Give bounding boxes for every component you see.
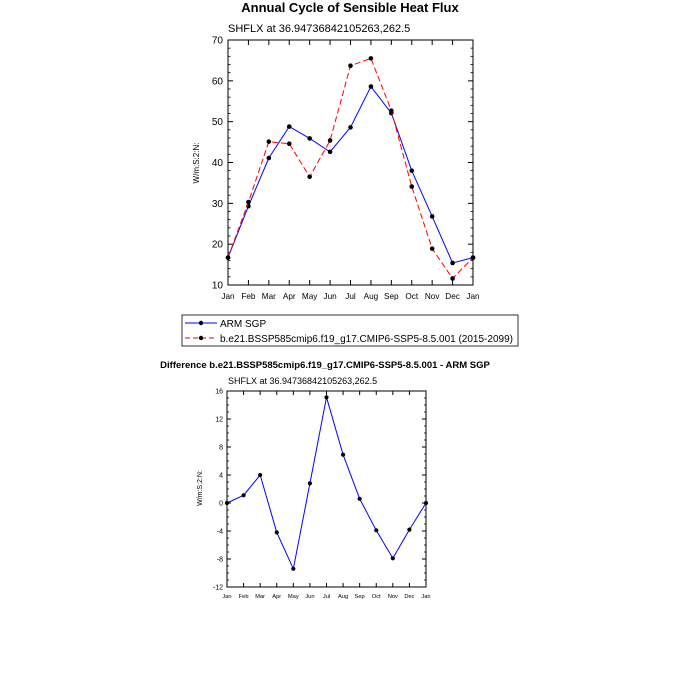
series-0-point — [307, 136, 312, 141]
y-tick-label: 20 — [211, 239, 223, 251]
series-line-0 — [228, 87, 473, 263]
diff-series-group — [225, 395, 428, 571]
series-0-point — [424, 501, 428, 505]
series-line-0 — [227, 397, 426, 569]
series-0-point — [407, 528, 411, 532]
x-tick-label: Oct — [405, 292, 419, 301]
series-1-point — [328, 138, 333, 143]
series-1-point — [389, 108, 394, 113]
legend — [182, 315, 518, 346]
y-tick-label: 50 — [211, 117, 223, 129]
series-1-point — [287, 141, 292, 146]
x-tick-label: Jan — [222, 594, 232, 600]
x-tick-label: Nov — [424, 292, 440, 301]
y-tick-label: -8 — [216, 556, 223, 564]
x-tick-label: May — [301, 292, 318, 301]
x-tick-label: Jan — [221, 292, 235, 301]
y-tick-label: 0 — [219, 500, 223, 508]
x-tick-label: Jan — [421, 594, 431, 600]
x-tick-label: Aug — [363, 292, 379, 301]
series-0-point — [369, 84, 374, 89]
y-tick-label: -12 — [212, 584, 223, 592]
series-group — [226, 56, 476, 281]
diff-y-axis-label: W/m:S:2:N: — [197, 470, 204, 506]
x-tick-label: Sep — [384, 292, 399, 301]
series-1-point — [430, 246, 435, 251]
series-1-point — [307, 174, 312, 179]
series-0-point — [241, 493, 245, 497]
x-tick-label: Jan — [466, 292, 480, 301]
difference-chart — [160, 360, 490, 600]
y-axis-ticks — [212, 36, 473, 292]
legend-label-model: b.e21.BSSP585cmip6.f19_g17.CMIP6-SSP5-8.5.001 (2015-2099) — [220, 334, 513, 345]
series-0-point — [374, 528, 378, 532]
diff-chart-subtitle: SHFLX at 36.94736842105263,262.5 — [228, 376, 378, 386]
series-0-point — [409, 168, 414, 173]
x-tick-label: May — [287, 594, 299, 600]
y-tick-label: 40 — [211, 158, 223, 169]
annual-cycle-chart — [182, 0, 518, 346]
series-1-point — [450, 276, 455, 281]
legend-marker-model — [199, 336, 203, 340]
x-tick-label: Mar — [255, 594, 266, 600]
series-0-point — [324, 395, 328, 399]
y-tick-label: 10 — [211, 280, 223, 292]
legend-label-arm: ARM SGP — [220, 319, 267, 330]
y-axis-label: W/m:S:2:N: — [192, 142, 201, 184]
series-1-point — [369, 56, 374, 61]
x-tick-label: Jul — [345, 292, 356, 301]
y-tick-label: 16 — [215, 388, 223, 396]
x-tick-label: Nov — [387, 594, 398, 600]
series-0-point — [348, 125, 353, 130]
x-tick-label: Jun — [323, 292, 337, 301]
series-0-point — [308, 481, 312, 485]
series-0-point — [225, 501, 229, 505]
series-0-point — [358, 497, 362, 501]
x-axis-ticks — [221, 40, 480, 301]
y-tick-label: -4 — [216, 528, 223, 536]
x-tick-label: Jul — [322, 594, 331, 600]
series-0-point — [267, 156, 272, 161]
series-0-point — [275, 530, 279, 534]
y-tick-label: 4 — [219, 472, 223, 480]
series-0-point — [341, 453, 345, 457]
x-tick-label: Mar — [261, 292, 276, 301]
diff-y-axis-ticks — [213, 388, 426, 591]
x-tick-label: Feb — [241, 292, 256, 301]
x-tick-label: Feb — [238, 594, 249, 600]
series-0-point — [391, 556, 395, 560]
chart-subtitle: SHFLX at 36.94736842105263,262.5 — [228, 23, 411, 35]
series-0-point — [328, 150, 333, 155]
x-tick-label: Dec — [445, 292, 460, 301]
series-0-point — [287, 124, 292, 129]
series-1-point — [348, 63, 353, 68]
x-tick-label: Aug — [337, 594, 349, 600]
x-tick-label: Apr — [282, 292, 296, 301]
x-tick-label: Oct — [371, 594, 381, 600]
series-1-point — [226, 255, 231, 260]
plot-frame — [228, 40, 473, 285]
series-1-point — [246, 200, 251, 205]
series-0-point — [450, 261, 455, 266]
series-0-point — [291, 567, 295, 571]
series-1-point — [267, 139, 272, 144]
series-0-point — [430, 214, 435, 219]
series-1-point — [471, 255, 476, 260]
x-tick-label: Jun — [305, 594, 315, 600]
x-tick-label: Dec — [404, 594, 415, 600]
y-tick-label: 12 — [215, 416, 223, 424]
series-0-point — [258, 473, 262, 477]
x-tick-label: Sep — [354, 594, 365, 600]
x-tick-label: Apr — [272, 594, 282, 600]
legend-marker-arm — [199, 321, 203, 325]
y-tick-label: 60 — [211, 76, 223, 88]
diff-x-axis-ticks — [222, 391, 430, 600]
y-tick-label: 8 — [219, 444, 223, 452]
chart-title: Annual Cycle of Sensible Heat Flux — [241, 0, 459, 15]
y-tick-label: 70 — [211, 35, 223, 47]
diff-plot-frame — [227, 391, 426, 587]
diff-chart-title: Difference b.e21.BSSP585cmip6.f19_g17.CMIP6-SSP5-8.5.001 - ARM SGP — [160, 360, 490, 371]
series-1-point — [409, 184, 414, 189]
y-tick-label: 30 — [211, 198, 223, 210]
